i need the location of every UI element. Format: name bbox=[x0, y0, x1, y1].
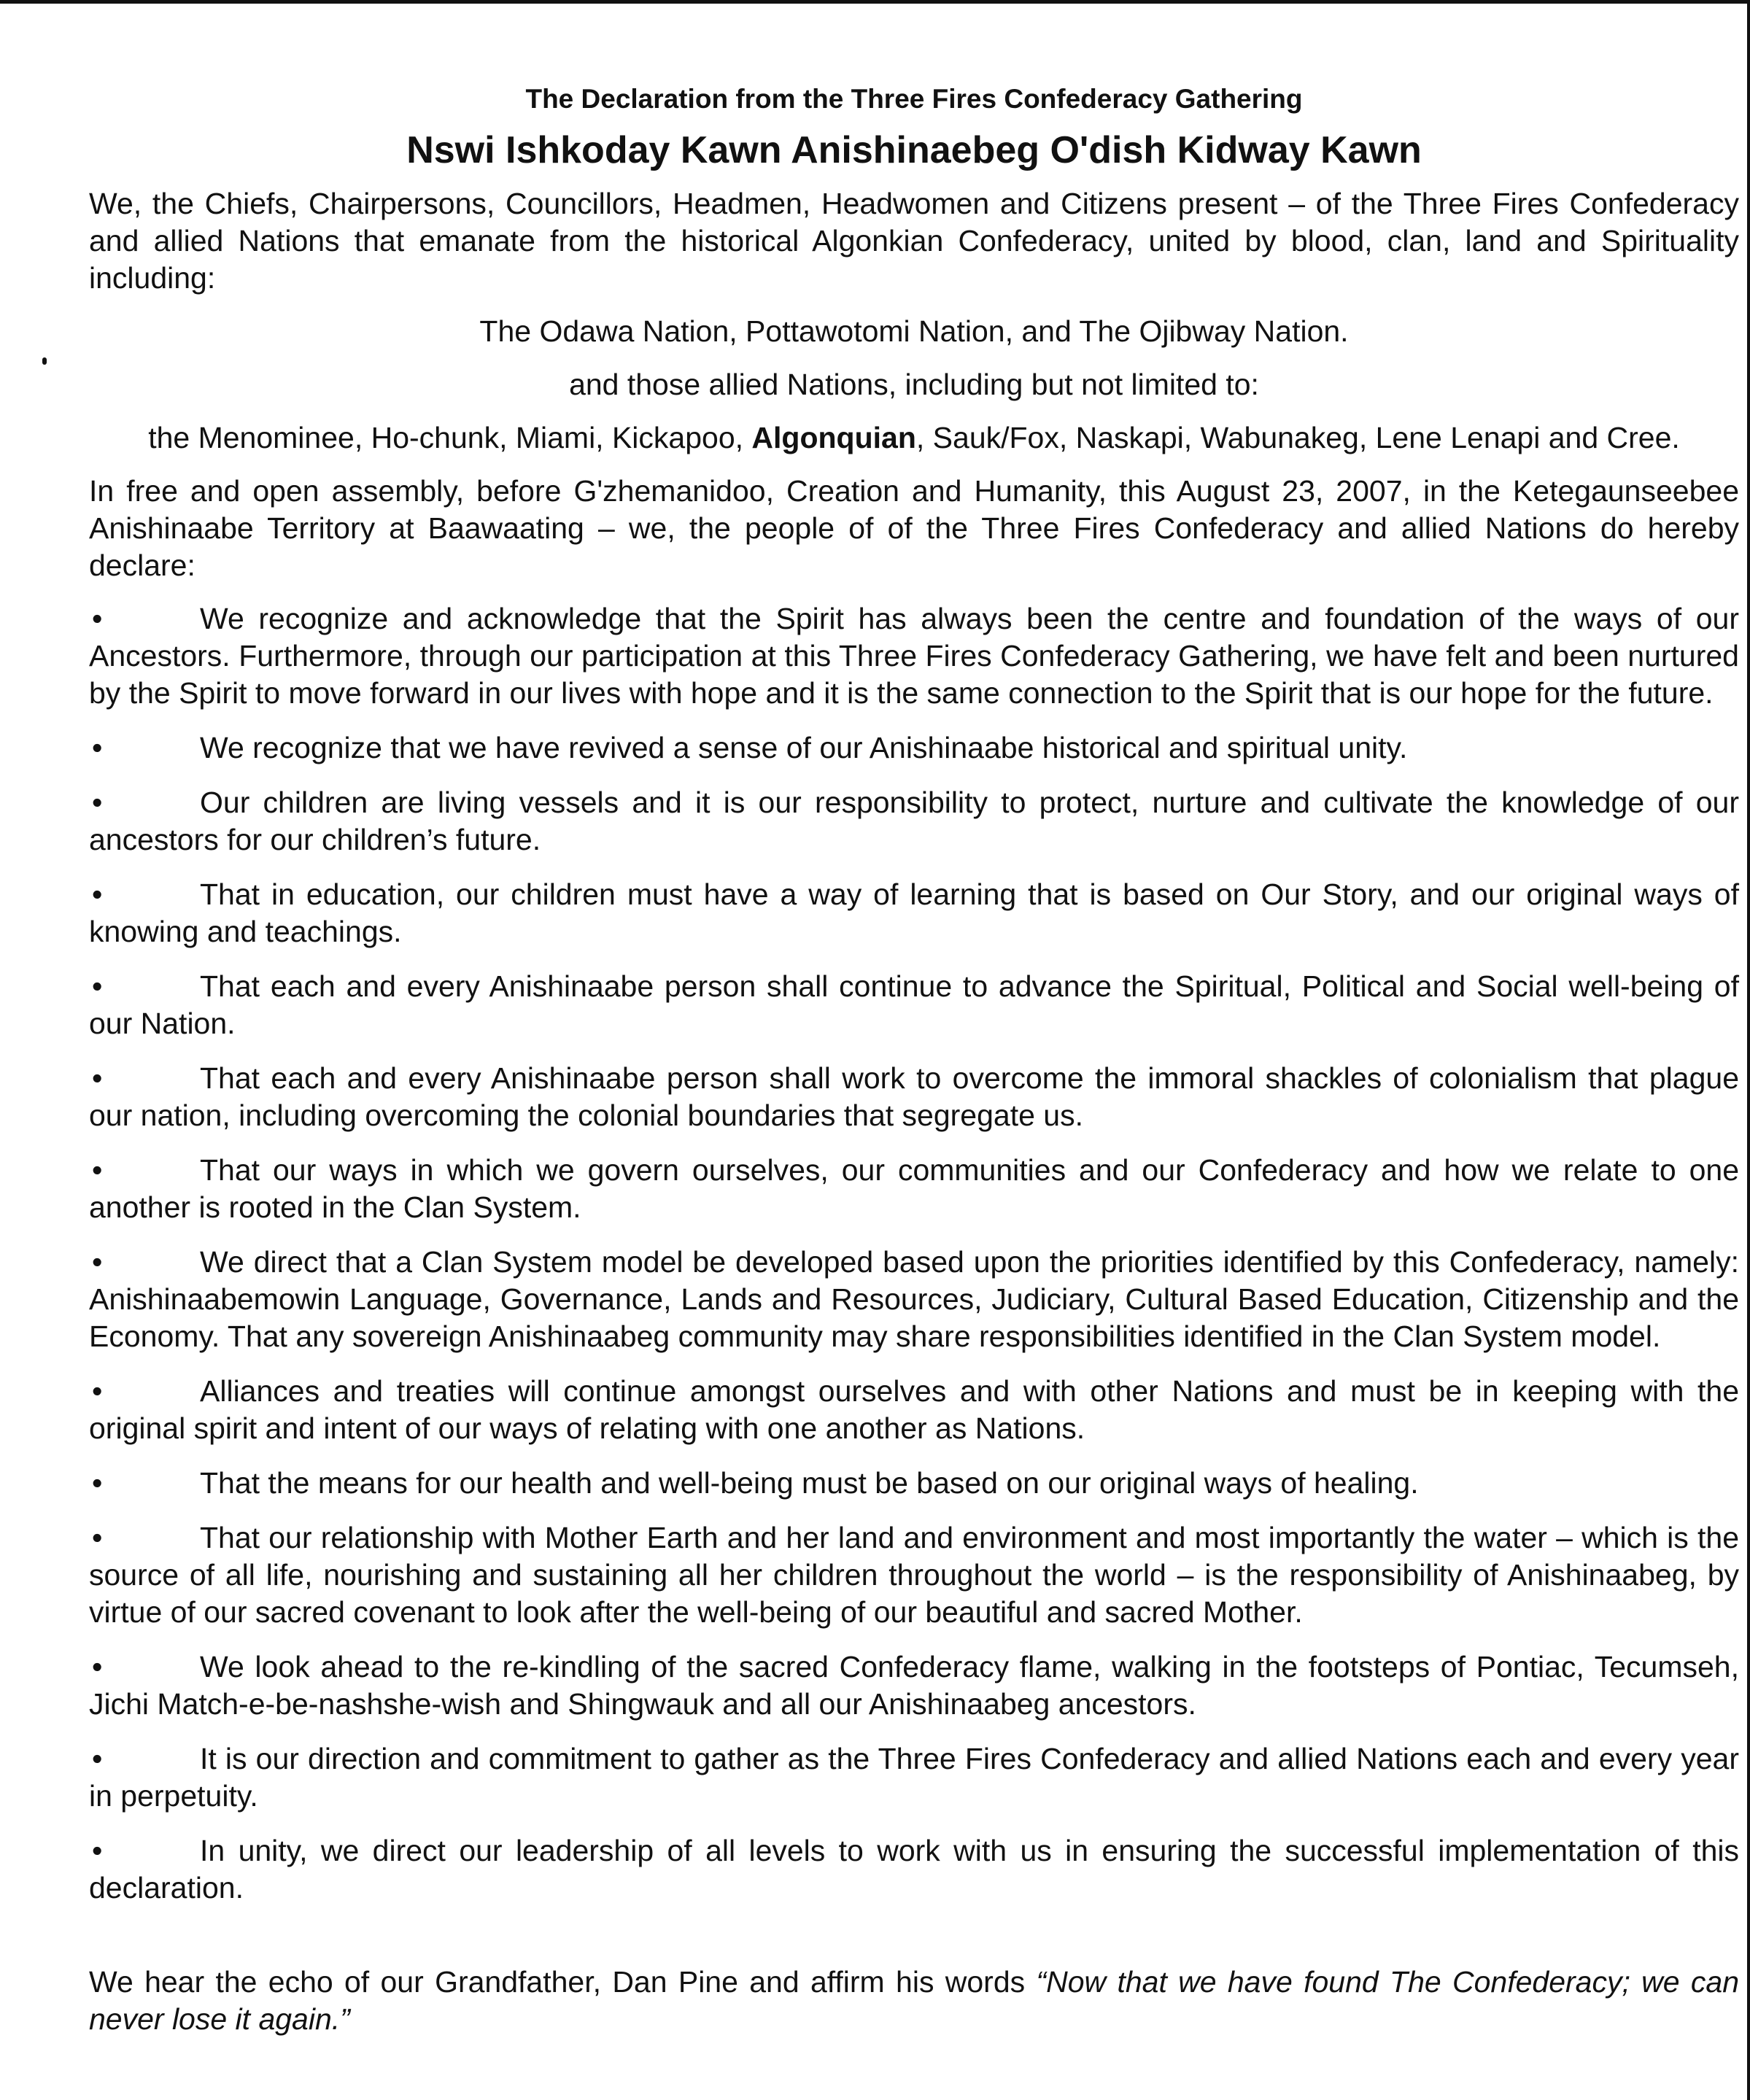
bullet-icon: • bbox=[92, 1374, 103, 1408]
list-item bbox=[89, 1465, 1739, 1502]
list-item bbox=[89, 1373, 1739, 1447]
list-item bbox=[89, 600, 1739, 712]
top-border bbox=[0, 0, 1750, 4]
bullet-icon: • bbox=[92, 602, 103, 635]
bullet-icon: • bbox=[92, 877, 103, 911]
list-item bbox=[89, 968, 1739, 1042]
list-item-text: We recognize and acknowledge that the Spirit has always been the centre and foundation of the ways of our Ancestors. Furthermore, through our participation at this Three Fires Confederacy Gathering, we have felt and been nurtured by the Spirit to move forward in our lives with hope and it is the same connection to the Spirit that is our hope for the future. bbox=[89, 602, 1739, 710]
allied-nations-line bbox=[89, 419, 1739, 457]
intro-paragraph: We, the Chiefs, Chairpersons, Councillors, Headmen, Headwomen and Citizens present – of the Three Fires Confederacy and allied Nations that emanate from the historical Algonkian Confederacy, united by blood, clan, land and Spirituality including: bbox=[89, 187, 1739, 295]
list-item bbox=[89, 1740, 1739, 1815]
bullet-icon: • bbox=[92, 1650, 103, 1684]
assembly-paragraph: In free and open assembly, before G'zhemanidoo, Creation and Humanity, this August 23, 2007, in the Ketegaunseebee Anishinaabe Territory at Baawaating – we, the people of of the Three Fires Confederacy and allied Nations do hereby declare: bbox=[89, 474, 1739, 582]
closing-paragraph bbox=[89, 1964, 1739, 2038]
right-border bbox=[1747, 0, 1750, 2100]
nations-line: The Odawa Nation, Pottawotomi Nation, and The Ojibway Nation. bbox=[479, 314, 1349, 348]
list-item-text: That our relationship with Mother Earth and her land and environment and most importantly the water – which is the source of all life, nourishing and sustaining all her children throughout the world – is the responsibility of Anishinaabeg, by virtue of our sacred covenant to look after the well-being of our beautiful and sacred Mother. bbox=[89, 1521, 1739, 1629]
scan-speck bbox=[42, 357, 47, 365]
list-item-text: That our ways in which we govern ourselves, our communities and our Confederacy and how we relate to one another is rooted in the Clan System. bbox=[89, 1153, 1739, 1224]
allied-intro: and those allied Nations, including but not limited to: bbox=[569, 368, 1259, 401]
list-item-text: That in education, our children must have a way of learning that is based on Our Story, and our original ways of knowing and teachings. bbox=[89, 877, 1739, 948]
document-title: Nswi Ishkoday Kawn Anishinaebeg O'dish Kidway Kawn bbox=[406, 129, 1422, 171]
allied-nations-text-start: the Menominee, Ho-chunk, Miami, Kickapoo, bbox=[148, 421, 752, 454]
declaration-page bbox=[89, 82, 1739, 2054]
bullet-icon: • bbox=[92, 1742, 103, 1775]
list-item-text: That the means for our health and well-being must be based on our original ways of healing. bbox=[200, 1466, 1419, 1500]
list-item-text: We look ahead to the re-kindling of the sacred Confederacy flame, walking in the footsteps of Pontiac, Tecumseh, Jichi Match-e-be-nashshe-wish and Shingwauk and all our Anishinaabeg ancestors. bbox=[89, 1650, 1739, 1721]
bullet-icon: • bbox=[92, 1466, 103, 1500]
list-item-text: That each and every Anishinaabe person shall continue to advance the Spiritual, Political and Social well-being of our Nation. bbox=[89, 969, 1739, 1040]
list-item-text: Alliances and treaties will continue amongst ourselves and with other Nations and must be in keeping with the original spirit and intent of our ways of relating with one another as Nations. bbox=[89, 1374, 1739, 1445]
bullet-icon: • bbox=[92, 1061, 103, 1095]
allied-nations-text-end: , Sauk/Fox, Naskapi, Wabunakeg, Lene Lenapi and Cree. bbox=[915, 421, 1680, 454]
list-item bbox=[89, 1060, 1739, 1134]
allied-nations-bold: Algonquian bbox=[751, 421, 916, 454]
list-item bbox=[89, 1832, 1739, 1907]
list-item-text: We recognize that we have revived a sense of our Anishinaabe historical and spiritual unity. bbox=[200, 731, 1408, 764]
list-item-text: We direct that a Clan System model be developed based upon the priorities identified by this Confederacy, namely: Anishinaabemowin Language, Governance, Lands and Resources, Judiciary, Cultural Based Education, Citizenship and the Economy. That any sovereign Anishinaabeg community may share responsibilities identified in the Clan System model. bbox=[89, 1245, 1739, 1353]
closing-quote: “Now that we have found The Confederacy; we can never lose it again.” bbox=[89, 1965, 1739, 2036]
bullet-icon: • bbox=[92, 1834, 103, 1867]
list-item-text: In unity, we direct our leadership of all levels to work with us in ensuring the successful implementation of this declaration. bbox=[89, 1834, 1739, 1905]
document-subtitle: The Declaration from the Three Fires Confederacy Gathering bbox=[525, 84, 1303, 114]
bullet-icon: • bbox=[92, 1521, 103, 1554]
list-item-text: Our children are living vessels and it is our responsibility to protect, nurture and cultivate the knowledge of our ancestors for our children’s future. bbox=[89, 786, 1739, 856]
bullet-icon: • bbox=[92, 731, 103, 764]
list-item bbox=[89, 1648, 1739, 1723]
list-item bbox=[89, 729, 1739, 767]
bullet-icon: • bbox=[92, 1153, 103, 1187]
list-item bbox=[89, 1244, 1739, 1355]
list-item-text: It is our direction and commitment to gather as the Three Fires Confederacy and allied Nations each and every year in perpetuity. bbox=[89, 1742, 1739, 1813]
declaration-list bbox=[89, 600, 1739, 1907]
list-item bbox=[89, 1519, 1739, 1631]
list-item-text: That each and every Anishinaabe person shall work to overcome the immoral shackles of colonialism that plague our nation, including overcoming the colonial boundaries that segregate us. bbox=[89, 1061, 1739, 1132]
bullet-icon: • bbox=[92, 786, 103, 819]
bullet-icon: • bbox=[92, 1245, 103, 1279]
list-item bbox=[89, 876, 1739, 950]
list-item bbox=[89, 784, 1739, 859]
bullet-icon: • bbox=[92, 969, 103, 1003]
closing-text: We hear the echo of our Grandfather, Dan Pine and affirm his words bbox=[89, 1965, 1037, 1999]
list-item bbox=[89, 1152, 1739, 1226]
